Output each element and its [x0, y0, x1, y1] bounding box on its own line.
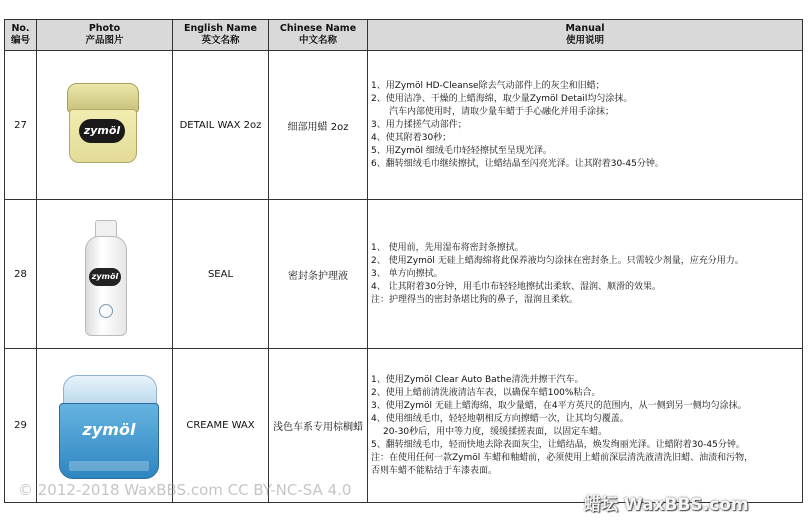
- header-manual-en: Manual: [565, 23, 605, 34]
- english-name: DETAIL WAX 2oz: [173, 51, 269, 200]
- creame-wax-jar-image: [59, 375, 159, 479]
- manual-text: [368, 51, 803, 200]
- manual-line: 2、 使用Zymöl 无硅上蜡海绵将此保养液均匀涂抹在密封条上。只需较少剂量，应充分用力。: [371, 255, 744, 266]
- jar-fine-print: [69, 461, 149, 471]
- manual-line: 否则车蜡不能粘结于车漆表面。: [371, 465, 498, 476]
- table-header-row: [5, 20, 803, 51]
- manual-line: 汽车内部使用时，请取少量车蜡于手心融化并用手涂抹；: [389, 106, 615, 117]
- row-number: 29: [5, 349, 37, 503]
- header-english-name-en: English Name: [184, 23, 257, 34]
- chinese-name: 浅色车系专用棕榈蜡: [269, 349, 368, 503]
- english-name: CREAME WAX: [173, 349, 269, 503]
- table-row: [5, 349, 803, 503]
- manual-line: 5、用Zymöl 细绒毛巾轻轻擦拭至呈现光泽。: [371, 145, 552, 156]
- header-no: [5, 20, 37, 51]
- manual-line: 3、用力揉搓气动部件；: [371, 119, 467, 130]
- header-chinese-name-cn: 中文名称: [298, 35, 337, 46]
- manual-line: 2、使用上蜡前清洗液清洁车表，以确保车蜡100%粘合。: [371, 387, 601, 398]
- header-manual: [368, 20, 803, 51]
- product-table: [4, 19, 803, 503]
- product-photo: [37, 51, 173, 200]
- manual-line: 20-30秒后，用中等力度，缓缓揉搓表面，以固定车蜡。: [383, 426, 608, 437]
- header-photo: [37, 20, 173, 51]
- product-photo: [37, 200, 173, 349]
- header-english-name-cn: 英文名称: [201, 35, 240, 46]
- english-name: SEAL: [173, 200, 269, 349]
- manual-text: [368, 200, 803, 349]
- header-chinese-name: [269, 20, 368, 51]
- product-photo: [37, 349, 173, 503]
- manual-line: 1、使用Zymöl Clear Auto Bathe清洗并擦干汽车。: [371, 374, 584, 385]
- manual-line: 1、 使用前，先用湿布将密封条擦拭。: [371, 242, 524, 253]
- zymol-logo: zymöl: [89, 268, 121, 286]
- header-manual-cn: 使用说明: [565, 35, 604, 46]
- manual-line: 注：护理得当的密封条堪比狗的鼻子，湿润且柔软。: [371, 294, 579, 305]
- wax-jar-image: [67, 83, 137, 163]
- header-no-cn: 编号: [10, 35, 30, 46]
- header-photo-cn: 产品图片: [85, 35, 124, 46]
- bottle-body: [85, 236, 127, 336]
- seal-bottle-image: [85, 220, 125, 334]
- license-watermark: © 2012-2018 WaxBBS.com CC BY-NC-SA 4.0: [18, 481, 352, 499]
- manual-line: 4、 让其附着30分钟，用毛巾布轻轻地擦拭出柔软、湿润、顺滑的效果。: [371, 281, 662, 292]
- table-row: [5, 51, 803, 200]
- zymol-logo: zymöl: [82, 420, 136, 439]
- manual-line: 4、使用细绒毛巾，轻轻地朝相反方向擦蜡一次，让其均匀覆盖。: [371, 413, 629, 424]
- row-number: 27: [5, 51, 37, 200]
- row-number: 28: [5, 200, 37, 349]
- chinese-name: 细部用蜡 2oz: [269, 51, 368, 200]
- manual-line: 3、 单方向擦拭。: [371, 268, 443, 279]
- header-no-en: No.: [11, 23, 30, 34]
- chinese-name: 密封条护理液: [269, 200, 368, 349]
- emblem-icon: [99, 304, 113, 318]
- table-row: [5, 200, 803, 349]
- header-chinese-name-en: Chinese Name: [279, 23, 357, 34]
- site-logo-watermark: 蜡坛 WaxBBS.com: [584, 495, 749, 515]
- manual-line: 4、使其附着30秒；: [371, 132, 452, 143]
- header-photo-en: Photo: [88, 23, 121, 34]
- manual-line: 3、使用Zymöl 无硅上蜡海绵，取少量蜡，在4平方英尺的范围内，从一侧到另一侧均匀涂抹。: [371, 400, 747, 411]
- manual-text: [368, 349, 803, 503]
- manual-line: 6、翻转细绒毛巾继续擦拭，让蜡结晶至闪亮光泽。让其附着30-45分钟。: [371, 158, 664, 169]
- zymol-logo: zymöl: [79, 119, 125, 143]
- manual-line: 5、翻转细绒毛巾，轻而快地去除表面灰尘，让蜡结晶，焕发绚丽光泽。让蜡附着30-45分钟。: [371, 439, 745, 450]
- manual-line: 1、用Zymöl HD-Cleanse除去气动部件上的灰尘和旧蜡；: [371, 80, 605, 91]
- header-english-name: [173, 20, 269, 51]
- manual-line: 2、使用洁净、干燥的上蜡海绵，取少量Zymöl Detail均匀涂抹。: [371, 93, 633, 104]
- manual-line: 注：在使用任何一款Zymöl 车蜡和釉蜡前，必须使用上蜡前深层清洗液清洗旧蜡、油渍和污物，: [371, 452, 754, 463]
